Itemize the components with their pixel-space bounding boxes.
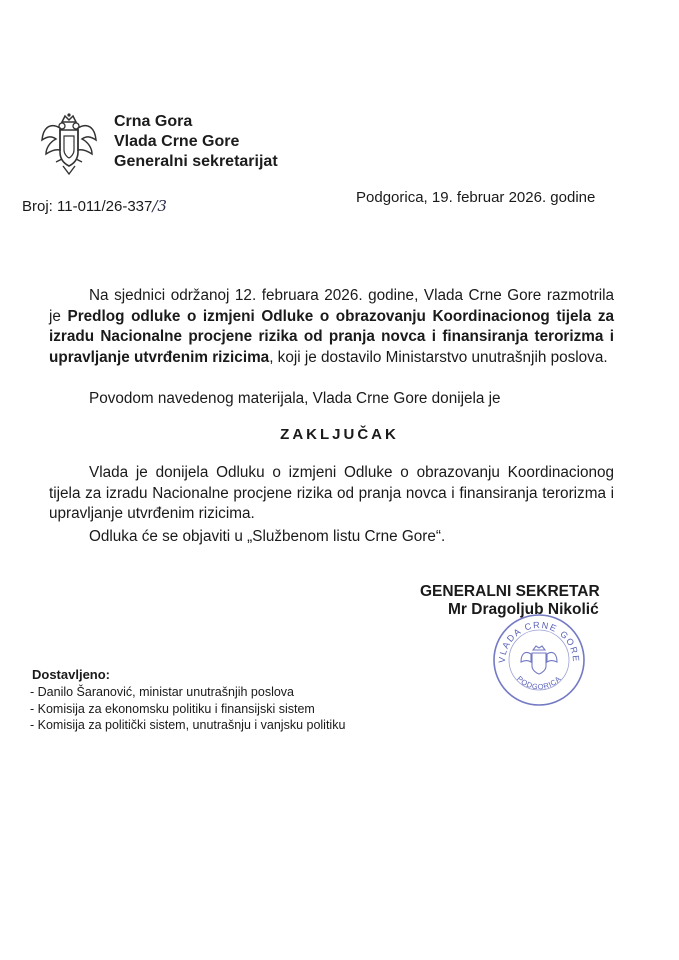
country-name: Crna Gora — [114, 113, 193, 130]
signatory-name: Mr Dragoljub Nikolić — [448, 601, 599, 618]
government-name: Vlada Crne Gore — [114, 133, 240, 150]
distribution-title: Dostavljeno: — [32, 667, 111, 682]
reference-number-text: Broj: 11-011/26-337 — [22, 198, 153, 215]
official-stamp — [491, 612, 587, 708]
coat-of-arms-icon — [40, 112, 98, 176]
distribution-list — [30, 684, 345, 734]
reference-number — [22, 197, 167, 215]
stamp-top-text: VLADA CRNE GORE — [496, 619, 582, 664]
distribution-item: - Komisija za ekonomsku politiku i finansijski sistem — [30, 701, 315, 716]
office-name: Generalni sekretarijat — [114, 153, 278, 170]
paragraph-session-intro: Na sjednici održanoj 12. februara 2026. godine, Vlada Crne Gore razmotrila je — [49, 287, 614, 325]
reference-handwritten-suffix: /3 — [152, 197, 167, 215]
signatory-title: GENERALNI SEKRETAR — [420, 583, 600, 600]
distribution-item: - Komisija za politički sistem, unutrašnju i vanjsku politiku — [30, 718, 346, 732]
proposal-title: Predlog odluke o izmjeni Odluke o obrazovanju Koordinacionog tijela za izradu Nacionalne procjene rizika od pranja novca i finansiranja terorizma i upravljanje utvrđenim rizicima — [49, 307, 614, 366]
paragraph-session — [49, 286, 614, 368]
date-line: Podgorica, 19. februar 2026. godine — [356, 189, 596, 206]
stamp-emblem-icon — [521, 646, 557, 674]
conclusion-title: ZAKLJUČAK — [280, 426, 399, 443]
paragraph-conclusion: Vlada je donijela Odluku o izmjeni Odluke o obrazovanju Koordinacionog tijela za izradu Nacionalne procjene rizika od pranja novca i finansiranja terorizma i upravljanje utvrđenim rizicima. — [49, 464, 614, 522]
paragraph-publication: Odluka će se objaviti u „Službenom listu Crne Gore“. — [89, 528, 446, 545]
paragraph-decision-intro: Povodom navedenog materijala, Vlada Crne Gore donijela je — [89, 390, 501, 407]
paragraph-session-end: , koji je dostavilo Ministarstvo unutrašnjih poslova. — [269, 348, 608, 366]
stamp-bottom-text: PODGORICA — [515, 674, 563, 692]
distribution-item: - Danilo Šaranović, ministar unutrašnjih poslova — [30, 685, 295, 699]
